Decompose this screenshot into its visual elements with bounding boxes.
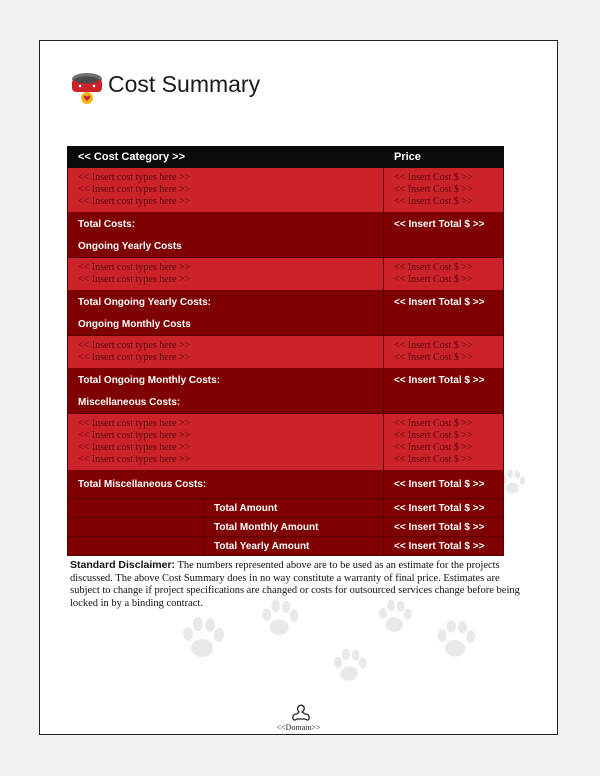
total-yearly-row (68, 291, 504, 314)
cost-value-cell[interactable]: << Insert Cost $ >> (384, 430, 504, 442)
paw-print-icon (330, 648, 370, 688)
table-row (68, 352, 504, 369)
miscellaneous-heading: Miscellaneous Costs: (68, 391, 384, 414)
paw-print-icon (433, 619, 479, 665)
total-monthly-amount-value[interactable]: << Insert Total $ >> (384, 518, 504, 537)
cost-type-cell[interactable]: << Insert cost types here >> (68, 414, 384, 431)
section-heading-row (68, 235, 504, 258)
cost-value-cell[interactable]: << Insert Cost $ >> (384, 184, 504, 196)
cost-category-header: << Cost Category >> (68, 147, 384, 168)
cost-type-cell[interactable]: << Insert cost types here >> (68, 454, 384, 471)
disclaimer-text: The numbers represented above are to be used as an estimate for the projects discussed. The above Cost Summary does in no way constitute a warranty of final price. Estimates are subject to change if project specifications are changed or costs for outsourced services change before being locked in by a binding contract. (70, 560, 520, 609)
amount-row (68, 518, 504, 537)
table-row (68, 196, 504, 213)
cost-type-cell[interactable]: << Insert cost types here >> (68, 442, 384, 454)
cost-type-cell[interactable]: << Insert cost types here >> (68, 336, 384, 353)
bone-icon (290, 702, 312, 722)
footer-domain: <<Domain>> (276, 723, 321, 732)
disclaimer-label: Standard Disclaimer: (70, 559, 176, 571)
cost-value-cell[interactable]: << Insert Cost $ >> (384, 414, 504, 431)
total-monthly-label: Total Ongoing Monthly Costs: (68, 369, 384, 392)
total-yearly-amount-value[interactable]: << Insert Total $ >> (384, 537, 504, 556)
pet-collar-icon (70, 70, 106, 110)
table-row (68, 168, 504, 185)
total-monthly-amount-label: Total Monthly Amount (204, 518, 384, 537)
cost-type-cell[interactable]: << Insert cost types here >> (68, 168, 384, 185)
ongoing-monthly-heading: Ongoing Monthly Costs (68, 313, 384, 336)
cost-type-cell[interactable]: << Insert cost types here >> (68, 430, 384, 442)
cost-value-cell[interactable]: << Insert Cost $ >> (384, 352, 504, 369)
cost-type-cell[interactable]: << Insert cost types here >> (68, 184, 384, 196)
cost-table (67, 146, 504, 556)
total-costs-value[interactable]: << Insert Total $ >> (384, 213, 504, 236)
table-row (68, 336, 504, 353)
total-yearly-label: Total Ongoing Yearly Costs: (68, 291, 384, 314)
total-amount-value[interactable]: << Insert Total $ >> (384, 499, 504, 518)
paw-print-icon (178, 616, 228, 666)
cost-type-cell[interactable]: << Insert cost types here >> (68, 196, 384, 213)
ongoing-yearly-heading: Ongoing Yearly Costs (68, 235, 384, 258)
table-row (68, 442, 504, 454)
amount-row (68, 537, 504, 556)
cost-value-cell[interactable]: << Insert Cost $ >> (384, 196, 504, 213)
cost-value-cell[interactable]: << Insert Cost $ >> (384, 442, 504, 454)
total-yearly-amount-label: Total Yearly Amount (204, 537, 384, 556)
disclaimer (70, 559, 520, 610)
table-row (68, 258, 504, 275)
cost-value-cell[interactable]: << Insert Cost $ >> (384, 168, 504, 185)
table-row (68, 454, 504, 471)
total-costs-row (68, 213, 504, 236)
total-yearly-value[interactable]: << Insert Total $ >> (384, 291, 504, 314)
cost-value-cell[interactable]: << Insert Cost $ >> (384, 336, 504, 353)
cost-value-cell[interactable]: << Insert Cost $ >> (384, 274, 504, 291)
total-monthly-row (68, 369, 504, 392)
cost-value-cell[interactable]: << Insert Cost $ >> (384, 454, 504, 471)
table-header-row (68, 147, 504, 168)
section-heading-row (68, 391, 504, 414)
cost-type-cell[interactable]: << Insert cost types here >> (68, 274, 384, 291)
cost-value-cell[interactable]: << Insert Cost $ >> (384, 258, 504, 275)
total-misc-value[interactable]: << Insert Total $ >> (384, 471, 504, 499)
cost-type-cell[interactable]: << Insert cost types here >> (68, 258, 384, 275)
table-row (68, 274, 504, 291)
amount-row (68, 499, 504, 518)
table-row (68, 414, 504, 431)
total-monthly-value[interactable]: << Insert Total $ >> (384, 369, 504, 392)
document-page (39, 40, 558, 735)
total-misc-label: Total Miscellaneous Costs: (68, 471, 384, 499)
cost-type-cell[interactable]: << Insert cost types here >> (68, 352, 384, 369)
section-heading-row (68, 313, 504, 336)
page-title: Cost Summary (108, 71, 261, 97)
price-header: Price (384, 147, 504, 168)
total-misc-row (68, 471, 504, 499)
table-row (68, 184, 504, 196)
total-amount-label: Total Amount (204, 499, 384, 518)
table-row (68, 430, 504, 442)
total-costs-label: Total Costs: (68, 213, 384, 236)
